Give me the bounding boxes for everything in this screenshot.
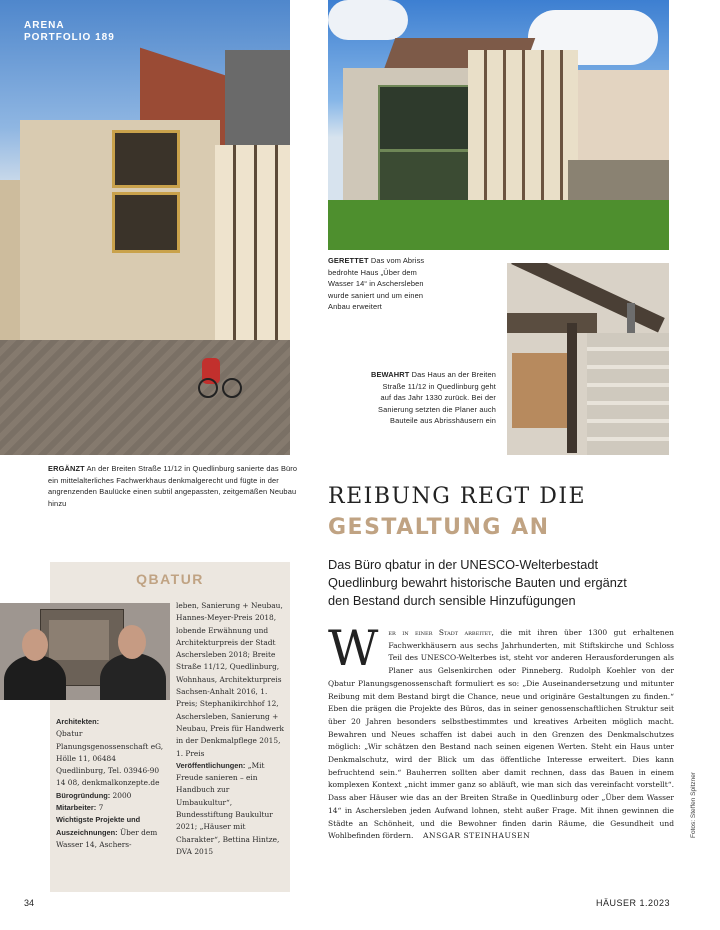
staff-label: Mitarbeiter: [56, 803, 97, 813]
portrait-person-right [100, 653, 166, 700]
projects-label: Wichtigste Projekte und Auszeichnungen: [56, 815, 141, 837]
photo-staircase-interior [507, 263, 669, 455]
caption-staircase-photo: BEWAHRT Das Haus an der Breiten Straße 11/12 in Quedlinburg geht auf das Jahr 1330 zurück. Bei der Sanierung setzten die Planer auch Bauteile aus Abrisshäusern ein [370, 370, 496, 426]
info-box-title: QBATUR [136, 571, 204, 587]
info-box-details-right [176, 600, 286, 858]
photo-aschersleben-house [328, 0, 669, 250]
author-byline: ANSGAR STEINHAUSEN [422, 831, 531, 841]
portfolio-label: PORTFOLIO 189 [24, 32, 115, 43]
article-title-line1: REIBUNG REGT DIE [328, 484, 587, 509]
photo-credit: Fotos: Steffen Spitzner [690, 772, 697, 838]
projects-value-cont: leben, Sanierung + Neubau, Hannes-Meyer-Preis 2018, lobende Erwähnung und Architekturpreis der Stadt Aschersleben 2018; Breite Straße 11/12, Quedlinburg, Wohnhaus, Architekturpreis Sachsen-Anhalt 2016, 1. Preis; Stephanikirchhof 12, Aschersleben, Sanierung + Neubau, Preis für Handwerk in der Denkmalpflege 2015, 1. Preis [176, 601, 285, 758]
photo-quedlinburg-street [0, 0, 290, 455]
magazine-issue: HÄUSER 1.2023 [596, 898, 671, 908]
projects-value-start: Über dem Wasser 14, Aschers- [56, 827, 158, 849]
section-label: ARENA [24, 20, 65, 31]
founded-value: 2000 [112, 790, 132, 800]
lead-in: er in einer Stadt arbeitet, [388, 628, 494, 637]
portrait-person-left [4, 655, 66, 700]
body-text: die mit ihren über 1300 gut erhaltenen Fachwerkhäusern aus sechs Jahrhunderten, mit Stiftskirche und Schloss Teil des UNESCO-Welterbes ist, steht vor anderen Herausforderungen als Planer aus Gelsenkirchen oder Pinneberg. Rudolph Koehler von der Qbatur Planungsgenossenschaft formuliert es so: „Die Auseinandersetzung und mitunter Reibung mit dem Bestand birgt die Chance, neue und originäre Gestaltungen zu finden.“ Eben die prägen die Projekte des Büros, das in seiner genossenschaftlichen Struktur seit über 20 Jahren besonders selbstbestimmtes und kreatives Arbeiten möglich macht. Bewahren und Neues schaffen ist dabei auch in den Grenzen des Denkmalschutzes möglich: „Wir schätzen den Bestand nach seinen eigenen Werten. Steht ein Haus unter Denkmalschutz, wird der Blick um das öffentliche Interesse erweitert. Dies kann befruchtend sein.“ Bauherren sollten aber damit rechnen, dass das Bauen in einem komplexen Kontext „nicht immer ganz so abläuft, wie man sich das vereinfacht vorstellt“. Dass aber Häuser wie das an der Breiten Straße in Quedlinburg oder „Über dem Wasser 14“ in Aschersleben jeden Aufwand lohnen, steht außer Frage. Mit ihnen gewinnen die Städte an Schönheit, und die Bewohner finden darin Räume, die Gesundheit und Wohlbefinden fördern. [328, 628, 674, 841]
article-subtitle: Das Büro qbatur in der UNESCO-Welterbestadt Quedlinburg bewahrt historische Bauten und ergänzt den Bestand durch sensible Hinzufügungen [328, 557, 627, 608]
founded-label: Bürogründung: [56, 790, 111, 800]
architects-portrait [0, 603, 170, 700]
article-body [328, 620, 674, 843]
caption-main-photo: ERGÄNZT An der Breiten Straße 11/12 in Quedlinburg sanierte das Büro ein mittelalterliches Fachwerkhaus denkmalgerecht und fügte in der angrenzenden Baulücke einen subtil angepassten, zeitgemäßen Neubau hinzu [48, 464, 298, 508]
publications-label: Veröffentlichungen: [176, 760, 246, 770]
caption-top-right-photo: GERETTET Das vom Abriss bedrohte Haus „Über dem Wasser 14“ in Aschersleben wurde saniert und um einen Anbau erweitert [328, 256, 425, 312]
publications-value: „Mit Freude sanieren – ein Handbuch zur Umbaukultur“, Bundesstiftung Baukultur 2021; „Häuser mit Charakter“, Bettina Hintze, DVA 2015 [176, 760, 280, 856]
architects-value: Qbatur Planungsgenossenschaft eG, Hölle 11, 06484 Quedlinburg, Tel. 03946-90 14 08, denkmalkonzepte.de [56, 729, 164, 788]
article-title-line2: GESTALTUNG AN [328, 515, 550, 540]
drop-cap: W [328, 620, 379, 677]
architects-label: Architekten: [56, 717, 100, 726]
page-number: 34 [24, 898, 35, 908]
info-box-details-left [56, 716, 166, 851]
staff-value: 7 [98, 803, 104, 813]
section-header [24, 20, 115, 44]
